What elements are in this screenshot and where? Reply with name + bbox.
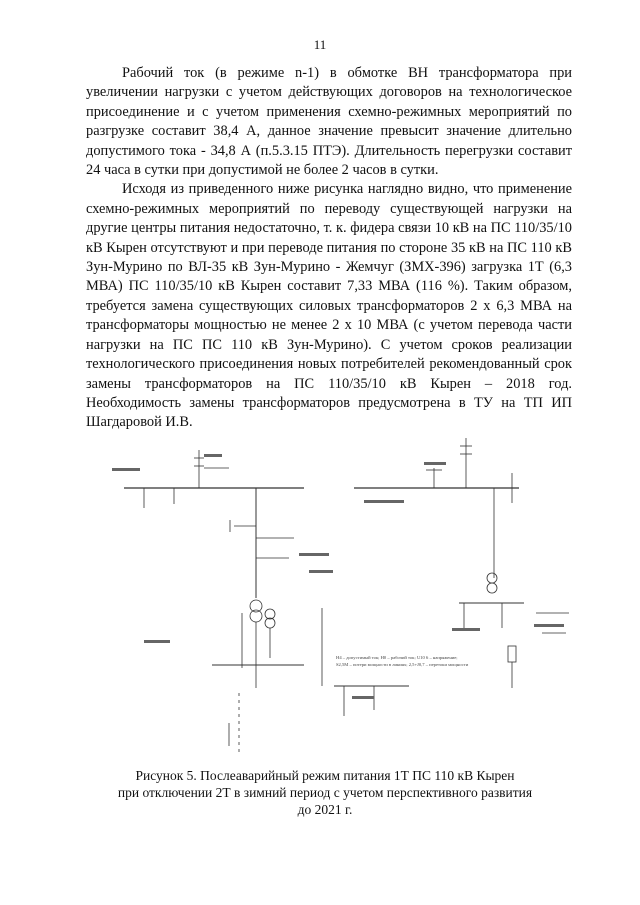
diagram-label — [299, 553, 329, 556]
body-text — [86, 64, 572, 433]
transformer-winding — [487, 573, 497, 583]
figure-caption — [80, 767, 570, 818]
paragraph-1: Рабочий ток (в режиме n-1) в обмотке ВН трансформатора при увеличении нагрузки с учетом действующих договоров на технологическое присоединение и с учетом применения схемно-режимных мероприятий по разгрузке составит 38,4 А, данное значение превысит значение длительно допустимого тока - 34,8 А (п.5.3.15 ПТЭ). Длительность перегрузки составит 24 часа в сутки при допустимой не более 2 часов в сутки. — [86, 65, 572, 179]
diagram-label — [534, 624, 564, 627]
transformer-winding — [265, 618, 275, 628]
transformer-winding — [487, 583, 497, 593]
diagram-label — [112, 468, 140, 471]
legend-line-2: S2,5М – потери мощности в линиях; 2,5+J0,7 – перетоки мощности — [336, 662, 469, 667]
diagram-label — [204, 454, 222, 457]
transformer-winding — [265, 609, 275, 619]
diagram-label — [424, 462, 446, 465]
legend-line-1: Н4 – допустимый ток; Н0 – рабочий ток; U10 6 – напряжение; — [336, 655, 458, 660]
diagram-label — [144, 640, 170, 643]
fuse-symbol — [508, 646, 516, 662]
caption-line-2: при отключении 2Т в зимний период с учетом перспективного развития — [117, 785, 533, 800]
page-number: 11 — [313, 37, 327, 52]
caption-line-1: Рисунок 5. Послеаварийный режим питания 1Т ПС 110 кВ Кырен — [135, 768, 515, 783]
diagram-label — [352, 696, 374, 699]
diagram-label — [309, 570, 333, 573]
caption-line-3: до 2021 г. — [297, 802, 353, 817]
power-network-diagram — [104, 428, 574, 758]
paragraph-2: Исходя из приведенного ниже рисунка наглядно видно, что применение схемно-режимных мероприятий по переводу существующей нагрузки на другие центры питания недостаточно, т. к. фидера связи 10 кВ на ПС 110/35/10 кВ Кырен отсутствуют и при переводе питания по стороне 35 кВ на ПС 110 кВ Зун-Мурино по ВЛ-35 кВ Зун-Мурино - Жемчуг (ЗМХ-396) загрузка 1Т (6,3 МВА) ПС 110/35/10 кВ Кырен составит 7,33 МВА (116 %). Таким образом, требуется замена существующих силовых трансформаторов 2 х 6,3 МВА на трансформаторы мощностью не менее 2 х 10 МВА (с учетом перевода части нагрузки на ПС ПС 110 кВ Зун-Мурино). С учетом сроков реализации технологического присоединения новых потребителей рекомендованный срок замены трансформаторов на ПС 110/35/10 кВ Кырен – 2018 год. Необходимость замены трансформаторов предусмотрена в ТУ на ТП ИП Шагдаровой И.В. — [86, 181, 572, 431]
schematic-figure — [104, 428, 574, 758]
diagram-label — [452, 628, 480, 631]
diagram-label — [364, 500, 404, 503]
